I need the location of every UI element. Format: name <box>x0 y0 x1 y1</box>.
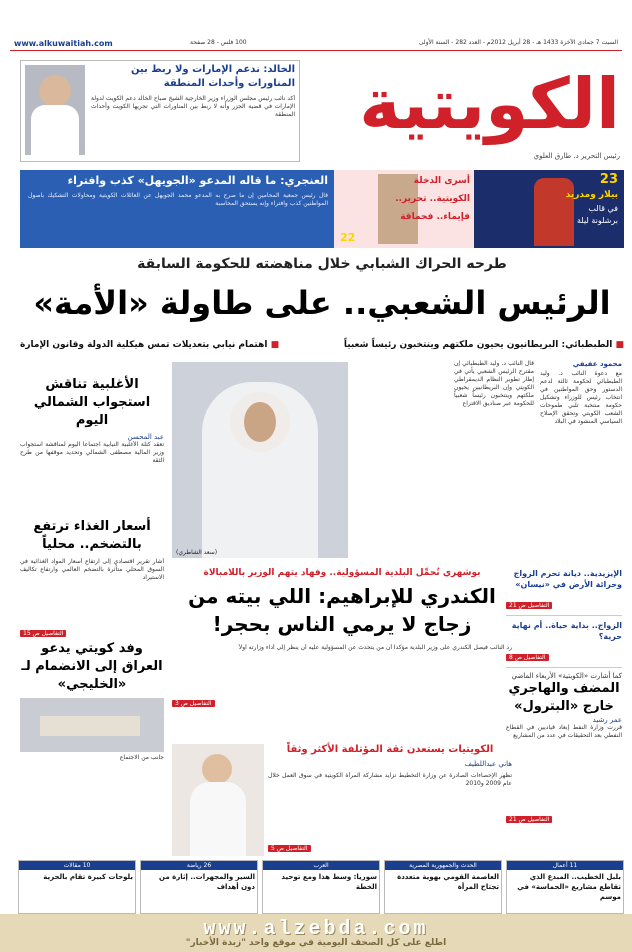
right-item3-kicker: كما أشارت «الكويتية» الأربعاء الماضي <box>511 672 622 680</box>
footer-box-5-num: 10 <box>82 862 91 869</box>
blouse-shape <box>190 782 246 856</box>
price-line: 100 فلس - 28 صفحة <box>190 39 247 46</box>
masthead-logo <box>348 56 620 160</box>
footer-box-1[interactable] <box>506 860 624 914</box>
right-item3-ref[interactable]: التفاصيل ص 21 <box>506 816 552 823</box>
masked-figure-photo <box>378 174 418 244</box>
sport-number: 23 <box>599 172 618 187</box>
side-story <box>20 376 164 468</box>
iraq-story-caption: جانب من الاجتماع <box>119 754 164 761</box>
women-story <box>172 744 512 856</box>
footer-box-1-text: بلبل الخطيب.. المبدع الذي تقاطع مشاريع «الحماسة» في موسم <box>517 873 621 901</box>
lead-body-mid: قال النائب د. وليد الطبطبائي إن مقترح الرئيس الشعبي يأتي في إطار تطوير النظام الديمقراطي الكويتي وإن البريطانيين يحيون ملكتهم وينتخبون رئيساً شعبياً للحكومة عبر صناديق الاقتراع <box>454 360 534 407</box>
food-story-ref[interactable]: التفاصيل ص 15 <box>20 630 66 637</box>
footer-box-1-num: 11 <box>569 862 578 869</box>
footer-box-2-text: العاصمة القومي بهوية متعددة تجتاح المرأة <box>397 873 499 891</box>
banner-body: قال رئيس جمعية المحامين إن ما صرح به المدعو محمد الجويهل عن العائلات الكويتية ومحاولات التشكيك بأصول المواطنين كذب وافتراء وإنه يستحق المحاسبة <box>28 192 328 207</box>
feature-banner <box>20 170 624 248</box>
prisoners-caption-2: الكويتية.. تحرير.. <box>395 194 470 204</box>
footer-box-3-text: سوريا: وسط هذا ومع توحيد الخطة <box>281 873 377 891</box>
footer-box-2-label: الحدث والجمهورية المصرية <box>385 861 501 870</box>
sport-sub-2: برشلونة ليلة <box>577 216 618 225</box>
lead-subhead-right <box>344 340 624 350</box>
tagline: رئيس التحرير د. طارق العلوي <box>533 152 620 160</box>
side-story-author: عبد المحسن <box>127 433 164 441</box>
right-item2-ref[interactable]: التفاصيل ص 8 <box>506 654 549 661</box>
kandari-body: رد النائب فيصل الكندري على وزير البلدية مؤكداً أن من يتحدث عن المسؤولية عليه أن ينظر إلى أداء وزارته أولاً <box>238 644 512 651</box>
face-shape <box>202 754 232 784</box>
women-story-headline[interactable]: الكويتيات يستعدن ثقة المؤتلفة الأكثر وثقاً <box>286 744 494 755</box>
face-shape <box>39 75 71 107</box>
iraq-story-body-filler <box>20 763 164 851</box>
top-strip <box>10 38 622 51</box>
lead-headline[interactable]: الرئيس الشعبي.. على طاولة «الأمة» <box>33 284 611 322</box>
iraq-story-headline[interactable]: وفد كويتي يدعو العراق إلى الانضمام لـ «الخليجي» <box>21 641 163 692</box>
footer-box-4[interactable] <box>140 860 258 914</box>
bullet-square-icon: ■ <box>270 340 280 350</box>
lead-body-right: مع دعوة النائب د. وليد الطبطبائي لحكومة ثالثة لدعم الدستور وحق المواطنين في انتخاب رئيس للوزراء وتشكيل حكومة منتخبة تلبي طموحات الشعب الكويتي وتحقق الإصلاح السياسي المنشود في البلاد <box>540 370 622 425</box>
side-story-headline[interactable]: الأغلبية تناقش استجواب الشمالي اليوم <box>33 377 151 428</box>
sport-sub-1: في قالب <box>588 204 618 213</box>
right-item2[interactable]: الزواج.. بداية حياة.. أم نهاية حرية؟ <box>511 621 622 641</box>
bottom-banner[interactable] <box>0 914 632 952</box>
footer-box-3[interactable] <box>262 860 380 914</box>
food-story-body: أشار تقرير اقتصادي إلى ارتفاع أسعار المواد الغذائية في السوق المحلي متأثرة بالتضخم العالمي وارتفاع تكاليف الاستيراد <box>20 558 164 581</box>
sport-title: بيلار ومدريد <box>565 190 618 200</box>
prisoners-page-num: 22 <box>340 231 356 244</box>
right-item3-author: عمر رشيد <box>592 716 622 724</box>
footer-box-1-label: أعمال <box>552 862 568 869</box>
dishdasha-shape <box>31 105 79 155</box>
prisoners-caption-1: أسرى الدخلة <box>413 176 470 186</box>
footer-box-3-label: العرب <box>263 861 379 870</box>
lead-subhead-left-text: اهتمام نيابي بتعديلات تمس هيكلية الدولة وقانون الإمارة <box>20 340 268 350</box>
banner-headline[interactable]: العنجري: ما قاله المدعو «الجويهل» كذب وافتراء <box>67 174 328 187</box>
website-link[interactable]: www.alkuwaitiah.com <box>14 39 113 48</box>
bullet-square-icon: ■ <box>615 340 624 350</box>
right-item3-body: قررت وزارة النفط إبعاد قياديين في القطاع النفطي بعد التحقيقات في عدد من المشاريع <box>506 724 622 739</box>
bottom-banner-text: اطلع على كل الصحف اليومية في موقع واحد "زبدة الأخبار" <box>185 938 447 948</box>
footer-box-2[interactable] <box>384 860 502 914</box>
kandari-ref[interactable]: التفاصيل ص 3 <box>172 700 215 707</box>
footer-strip <box>20 860 624 912</box>
kandari-story <box>172 568 512 738</box>
player-photo <box>534 178 574 246</box>
iraq-story-photo <box>20 698 164 752</box>
bottom-banner-url[interactable]: www.alzebda.com <box>203 918 429 941</box>
top-story-headline[interactable]: الخالد: ندعم الإمارات ولا ربط بين المناورات وأحداث المنطقة <box>130 64 295 89</box>
kandari-headline[interactable]: الكندري للإبراهيم: اللي بيته من زجاج لا يرمي الناس بحجر! <box>188 584 496 636</box>
date-line: السبت 7 جمادى الآخرة 1433 هـ - 28 أبريل 2012م - العدد 282 - السنة الأولى <box>418 39 618 46</box>
prisoners-panel[interactable] <box>334 170 474 248</box>
official-photo <box>25 65 85 155</box>
right-item1[interactable]: الإيزيدية.. ديانة تحرم الزواج وحرائة الأرض في «نيسان» <box>513 569 622 589</box>
iraq-story <box>20 640 164 852</box>
woman-photo <box>172 744 264 856</box>
footer-box-4-num: 26 <box>203 862 212 869</box>
right-column <box>506 568 622 858</box>
lead-subheads <box>20 340 624 356</box>
lead-col-mid <box>454 360 534 560</box>
food-story-headline[interactable]: أسعار الغذاء ترتفع بالتضخم.. محلياً <box>33 519 151 552</box>
right-item3-headline[interactable]: المضف والهاجري خارج «البترول» <box>508 681 620 714</box>
lead-photo-caption: (سعد الشاطري) <box>176 549 218 556</box>
logo-text: الكويتية <box>359 63 620 145</box>
side-story-body: تعقد كتلة الأغلبية النيابية اجتماعاً اليوم لمناقشة استجواب وزير المالية مصطفى الشمالي وتحديد موقفها من طرح الثقة <box>20 441 164 464</box>
right-item1-ref[interactable]: التفاصيل ص 21 <box>506 602 552 609</box>
footer-box-5-text: بلوحات كبيرة تقام بالحرية <box>43 873 133 881</box>
lead-subhead-right-text: الطبطبائي: البريطانيون يحيون ملكتهم وينتخبون رئيساً شعبياً <box>343 340 613 350</box>
prisoners-caption-3: فإيماء.. فحماقة <box>400 212 470 222</box>
top-story-body: أكد نائب رئيس مجلس الوزراء وزير الخارجية الشيخ صباح الخالد دعم الكويت لدولة الإمارات في قضية الجزر وأنه لا ربط بين المناورات التي تجريها الكويت وأحداث المنطقة <box>91 95 295 118</box>
footer-box-5-label: مقالات <box>63 862 81 869</box>
lead-col-right <box>540 360 622 560</box>
face-inner <box>244 402 276 442</box>
lead-photo <box>172 362 348 558</box>
lead-kicker: طرحه الحراك الشبابي خلال مناهضته للحكومة السابقة <box>137 256 507 272</box>
top-story-box <box>20 60 300 162</box>
footer-box-4-label: رياضة <box>186 862 202 869</box>
food-story <box>20 518 164 637</box>
meeting-table-shape <box>40 716 140 736</box>
women-story-ref[interactable]: التفاصيل ص 5 <box>268 845 311 852</box>
lead-author: محمود عفيفي <box>572 360 622 368</box>
women-story-body: تظهر الإحصاءات الصادرة عن وزارة التخطيط تزايد مشاركة المرأة الكويتية في سوق العمل خلال عام 2009 و2010 <box>268 772 512 787</box>
kandari-kicker: بوشهري تُحمِّل البلدية المسؤولية.. وفهاد يتهم الوزير باللامبالاة <box>203 568 481 578</box>
lead-subhead-left <box>20 340 279 350</box>
footer-box-4-text: السير والمجهرات.. إثارة من دون أهداف <box>159 873 255 891</box>
women-story-author: هاني عبداللطيف <box>464 760 512 768</box>
footer-box-5[interactable] <box>18 860 136 914</box>
sport-panel[interactable] <box>474 170 624 248</box>
